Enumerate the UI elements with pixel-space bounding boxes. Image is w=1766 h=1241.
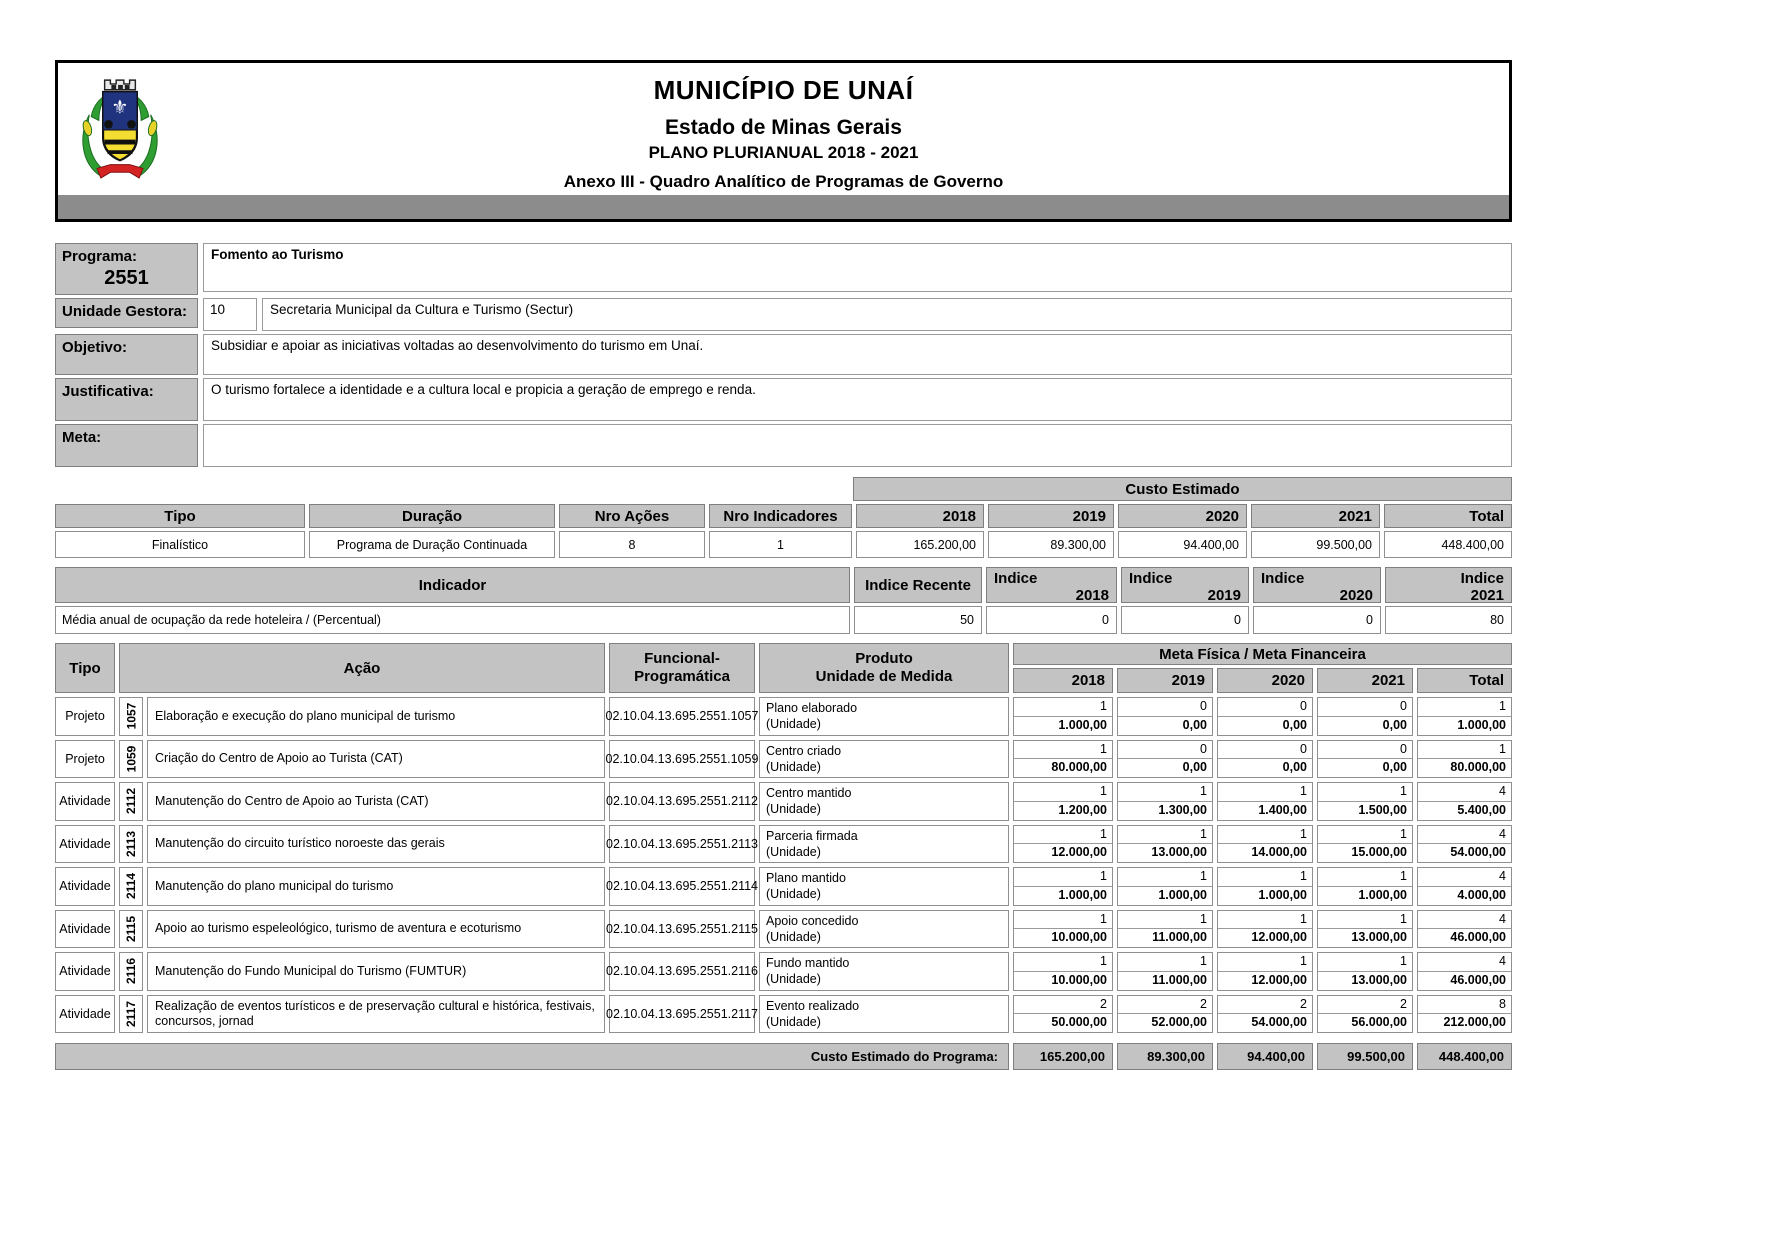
- meta-financeira-2018: 1.000,00: [1058, 717, 1107, 732]
- action-number-vertical: [119, 782, 143, 821]
- report-header: [55, 60, 1512, 222]
- action-row: [55, 910, 1512, 949]
- meta-financeira-2019: 1.000,00: [1158, 887, 1207, 902]
- indice-year: 2018: [1075, 587, 1109, 604]
- meta-fisica-2019: 1: [1118, 826, 1212, 845]
- meta-fisica-2018: 1: [1014, 698, 1112, 717]
- summary-table: [55, 477, 1512, 558]
- action-values-total: [1417, 782, 1512, 821]
- action-values-2021: [1317, 782, 1413, 821]
- col-header-acao: Ação: [119, 643, 605, 693]
- meta-financeira-2020: 12.000,00: [1251, 930, 1307, 945]
- meta-fisica-2018: 1: [1014, 783, 1112, 802]
- action-description: Criação do Centro de Apoio ao Turista (CAT): [147, 740, 605, 779]
- meta-financeira-total: 4.000,00: [1457, 887, 1506, 902]
- meta-fisica-2020: 1: [1218, 868, 1312, 887]
- action-produto-cell: [759, 740, 1009, 779]
- action-row: [55, 867, 1512, 906]
- meta-fisica-2019: 1: [1118, 911, 1212, 930]
- meta-fisica-2018: 1: [1014, 953, 1112, 972]
- meta-text-cell: [203, 424, 1512, 467]
- action-values-total: [1417, 825, 1512, 864]
- indicator-data-row: [55, 606, 1512, 634]
- actions-rows: [55, 697, 1512, 1033]
- indicator-table: [55, 567, 1512, 634]
- summary-value-total: 448.400,00: [1384, 531, 1512, 558]
- summary-value-2020: 94.400,00: [1118, 531, 1247, 558]
- page-title: MUNICÍPIO DE UNAÍ: [653, 75, 914, 105]
- action-values-2021: [1317, 952, 1413, 991]
- indicator-header-row: [55, 567, 1512, 603]
- meta-years-row: [1013, 668, 1512, 693]
- action-values-total: [1417, 910, 1512, 949]
- action-row: [55, 825, 1512, 864]
- indicator-2018: 0: [986, 606, 1117, 634]
- meta-fisica-2021: 1: [1318, 868, 1412, 887]
- action-values-2020: [1217, 740, 1313, 779]
- action-values-2019: [1117, 782, 1213, 821]
- action-funcional-code: 02.10.04.13.695.2551.1057: [609, 697, 755, 736]
- action-values-2019: [1117, 740, 1213, 779]
- summary-value-2018: 165.200,00: [856, 531, 984, 558]
- action-number: 2112: [124, 788, 139, 815]
- meta-fisica-2018: 2: [1014, 996, 1112, 1015]
- meta-financeira-2018: 10.000,00: [1051, 972, 1107, 987]
- action-number: 2115: [124, 915, 139, 942]
- meta-label-cell: Meta:: [55, 424, 198, 467]
- action-funcional-code: 02.10.04.13.695.2551.2115: [609, 910, 755, 949]
- meta-fisica-2019: 1: [1118, 783, 1212, 802]
- action-number: 1059: [124, 745, 139, 773]
- action-number-vertical: [119, 697, 143, 736]
- meta-fisica-total: 4: [1418, 868, 1511, 887]
- action-values-2019: [1117, 910, 1213, 949]
- indicator-name: Média anual de ocupação da rede hoteleira / (Percentual): [55, 606, 850, 634]
- action-values-2021: [1317, 867, 1413, 906]
- col-header-2019: 2019: [988, 504, 1114, 528]
- action-unidade: (Unidade): [766, 844, 821, 859]
- action-produto: Parceria firmada: [766, 828, 858, 843]
- action-unidade: (Unidade): [766, 802, 821, 817]
- action-values-2021: [1317, 740, 1413, 779]
- action-values-2018: [1013, 782, 1113, 821]
- action-tipo: Atividade: [55, 825, 115, 864]
- meta-financeira-total: 46.000,00: [1450, 930, 1506, 945]
- action-produto: Plano mantido: [766, 871, 846, 885]
- custo-estimado-header: Custo Estimado: [853, 477, 1512, 501]
- indicator-2019: 0: [1121, 606, 1249, 634]
- report-content: [55, 60, 1512, 1070]
- meta-fisica-2020: 1: [1218, 911, 1312, 930]
- indicator-2021: 80: [1385, 606, 1512, 634]
- objetivo-label-cell: Objetivo:: [55, 334, 198, 375]
- funcional-line1: Funcional-: [644, 650, 720, 667]
- coat-of-arms-icon: [72, 68, 168, 194]
- col-header-nro-indicadores: Nro Indicadores: [709, 504, 852, 528]
- meta-financeira-total: 54.000,00: [1450, 845, 1506, 860]
- meta-fisica-2018: 1: [1014, 911, 1112, 930]
- action-funcional-code: 02.10.04.13.695.2551.2116: [609, 952, 755, 991]
- action-produto: Evento realizado: [766, 998, 860, 1013]
- action-produto: Fundo mantido: [766, 956, 850, 970]
- action-values-2019: [1117, 952, 1213, 991]
- meta-fisica-2020: 1: [1218, 783, 1312, 802]
- meta-financeira-2019: 52.000,00: [1151, 1015, 1207, 1030]
- meta-fisica-2018: 1: [1014, 826, 1112, 845]
- meta-financeira-2019: 1.300,00: [1158, 802, 1207, 817]
- program-total-2018: 165.200,00: [1013, 1043, 1113, 1070]
- action-values-2018: [1013, 867, 1113, 906]
- action-produto-cell: [759, 825, 1009, 864]
- action-values-2021: [1317, 910, 1413, 949]
- action-number-vertical: [119, 825, 143, 864]
- meta-financeira-2020: 0,00: [1282, 760, 1307, 775]
- action-unidade: (Unidade): [766, 759, 821, 774]
- indicator-2020: 0: [1253, 606, 1381, 634]
- meta-financeira-2018: 12.000,00: [1051, 845, 1107, 860]
- action-produto: Apoio concedido: [766, 913, 859, 928]
- action-number: 2116: [124, 958, 139, 985]
- action-values-2018: [1013, 825, 1113, 864]
- action-values-2021: [1317, 697, 1413, 736]
- action-tipo: Atividade: [55, 867, 115, 906]
- col-header-indice-2019: [1121, 567, 1249, 603]
- action-number-vertical: [119, 995, 143, 1034]
- action-values-2018: [1013, 952, 1113, 991]
- action-produto: Centro criado: [766, 743, 842, 758]
- annex-title: Anexo III - Quadro Analítico de Programas de Governo: [563, 172, 1004, 191]
- meta-financeira-total: 212.000,00: [1443, 1015, 1506, 1030]
- actions-table: [55, 643, 1512, 1033]
- action-values-2018: [1013, 697, 1113, 736]
- col-header-produto-unidade: [759, 643, 1009, 693]
- action-values-total: [1417, 697, 1512, 736]
- meta-financeira-2021: 13.000,00: [1351, 972, 1407, 987]
- col-header-total: Total: [1417, 668, 1512, 693]
- program-number: 2551: [104, 267, 149, 289]
- action-unidade: (Unidade): [766, 887, 821, 902]
- meta-fisica-2021: 2: [1318, 996, 1412, 1015]
- action-values-2019: [1117, 995, 1213, 1034]
- meta-financeira-2021: 15.000,00: [1351, 845, 1407, 860]
- action-values-2019: [1117, 867, 1213, 906]
- meta-financeira-total: 80.000,00: [1450, 760, 1506, 775]
- action-number: 2113: [124, 830, 139, 857]
- col-header-indice-2018: [986, 567, 1117, 603]
- meta-financeira-2019: 0,00: [1182, 760, 1207, 775]
- plan-title: PLANO PLURIANUAL 2018 - 2021: [648, 143, 919, 162]
- meta-financeira-2021: 0,00: [1382, 760, 1407, 775]
- meta-financeira-2020: 12.000,00: [1251, 972, 1307, 987]
- summary-value-2021: 99.500,00: [1251, 531, 1380, 558]
- col-header-2021: 2021: [1251, 504, 1380, 528]
- action-number-vertical: [119, 740, 143, 779]
- program-label-cell: [55, 243, 198, 295]
- action-row: [55, 697, 1512, 736]
- meta-financeira-2019: 11.000,00: [1152, 972, 1207, 987]
- meta-financeira-2020: 54.000,00: [1251, 1015, 1307, 1030]
- meta-fisica-2021: 1: [1318, 911, 1412, 930]
- meta-fisica-total: 4: [1418, 783, 1511, 802]
- action-funcional-code: 02.10.04.13.695.2551.2112: [609, 782, 755, 821]
- objetivo-text-cell: Subsidiar e apoiar as iniciativas voltadas ao desenvolvimento do turismo em Unaí.: [203, 334, 1512, 375]
- justificativa-text-cell: O turismo fortalece a identidade e a cultura local e propicia a geração de emprego e renda.: [203, 378, 1512, 421]
- meta-header-block: [1013, 643, 1512, 693]
- action-values-2020: [1217, 782, 1313, 821]
- action-number: 1057: [124, 702, 139, 730]
- meta-financeira-2021: 56.000,00: [1351, 1015, 1407, 1030]
- meta-financeira-2018: 50.000,00: [1051, 1015, 1107, 1030]
- indicator-recente: 50: [854, 606, 982, 634]
- action-number: 2114: [124, 873, 139, 900]
- col-header-indice-recente: Indice Recente: [854, 567, 982, 603]
- meta-fisica-2020: 0: [1218, 741, 1312, 760]
- meta-financeira-2021: 1.500,00: [1358, 802, 1407, 817]
- action-values-total: [1417, 740, 1512, 779]
- col-header-2020: 2020: [1118, 504, 1247, 528]
- meta-fisica-2020: 1: [1218, 826, 1312, 845]
- meta-financeira-2021: 13.000,00: [1351, 930, 1407, 945]
- action-tipo: Atividade: [55, 910, 115, 949]
- meta-fisica-2019: 0: [1118, 698, 1212, 717]
- action-number-vertical: [119, 867, 143, 906]
- action-values-2018: [1013, 910, 1113, 949]
- action-tipo: Atividade: [55, 952, 115, 991]
- col-header-tipo: Tipo: [55, 504, 305, 528]
- col-header-funcional-programatica: [609, 643, 755, 693]
- action-produto-cell: [759, 910, 1009, 949]
- action-number-vertical: [119, 952, 143, 991]
- col-header-2020: 2020: [1217, 668, 1313, 693]
- funcional-line2: Programática: [634, 668, 730, 685]
- summary-data-row: [55, 531, 1512, 558]
- col-header-2021: 2021: [1317, 668, 1413, 693]
- justificativa-label-cell: Justificativa:: [55, 378, 198, 421]
- action-produto-cell: [759, 995, 1009, 1034]
- program-total-label: Custo Estimado do Programa:: [55, 1043, 1009, 1070]
- program-row: [55, 243, 1512, 295]
- action-tipo: Projeto: [55, 740, 115, 779]
- action-tipo: Atividade: [55, 782, 115, 821]
- action-number: 2117: [124, 1000, 139, 1027]
- meta-fisica-financeira-header: Meta Física / Meta Financeira: [1013, 643, 1512, 665]
- action-values-2019: [1117, 825, 1213, 864]
- action-tipo: Atividade: [55, 995, 115, 1034]
- indice-label: Indice: [994, 570, 1038, 587]
- program-total-2021: 99.500,00: [1317, 1043, 1413, 1070]
- meta-fisica-2021: 1: [1318, 826, 1412, 845]
- produto-line1: Produto: [855, 650, 913, 667]
- meta-fisica-2019: 0: [1118, 741, 1212, 760]
- unidade-gestora-code-cell: 10: [203, 298, 257, 331]
- meta-financeira-2020: 14.000,00: [1251, 845, 1307, 860]
- summary-value-2019: 89.300,00: [988, 531, 1114, 558]
- summary-duracao: Programa de Duração Continuada: [309, 531, 555, 558]
- action-produto-cell: [759, 697, 1009, 736]
- program-total-total: 448.400,00: [1417, 1043, 1512, 1070]
- action-tipo: Projeto: [55, 697, 115, 736]
- produto-line2: Unidade de Medida: [815, 668, 953, 685]
- col-header-tipo: Tipo: [55, 643, 115, 693]
- objetivo-row: [55, 334, 1512, 375]
- unidade-gestora-name-cell: Secretaria Municipal da Cultura e Turismo (Sectur): [262, 298, 1512, 331]
- meta-financeira-2019: 11.000,00: [1152, 930, 1207, 945]
- action-produto: Centro mantido: [766, 786, 852, 800]
- program-label: Programa:: [62, 248, 138, 265]
- action-row: [55, 952, 1512, 991]
- action-description: Apoio ao turismo espeleológico, turismo de aventura e ecoturismo: [147, 910, 605, 949]
- indice-year: 2021: [1470, 587, 1504, 604]
- action-values-2018: [1013, 995, 1113, 1034]
- meta-financeira-2018: 1.000,00: [1058, 887, 1107, 902]
- meta-fisica-2021: 0: [1318, 698, 1412, 717]
- meta-financeira-2020: 0,00: [1282, 717, 1307, 732]
- justificativa-row: [55, 378, 1512, 421]
- action-values-2020: [1217, 697, 1313, 736]
- action-values-2020: [1217, 910, 1313, 949]
- action-number-vertical: [119, 910, 143, 949]
- action-funcional-code: 02.10.04.13.695.2551.2113: [609, 825, 755, 864]
- action-row: [55, 995, 1512, 1034]
- action-values-2020: [1217, 825, 1313, 864]
- action-row: [55, 740, 1512, 779]
- col-header-total: Total: [1384, 504, 1512, 528]
- meta-fisica-total: 4: [1418, 911, 1511, 930]
- meta-financeira-2018: 80.000,00: [1051, 760, 1107, 775]
- action-unidade: (Unidade): [766, 717, 821, 732]
- program-total-2020: 94.400,00: [1217, 1043, 1313, 1070]
- meta-financeira-total: 1.000,00: [1457, 717, 1506, 732]
- meta-fisica-total: 1: [1418, 698, 1511, 717]
- action-produto-cell: [759, 952, 1009, 991]
- action-values-2020: [1217, 867, 1313, 906]
- meta-fisica-2019: 2: [1118, 996, 1212, 1015]
- meta-financeira-2018: 1.200,00: [1058, 802, 1107, 817]
- action-description: Manutenção do Centro de Apoio ao Turista (CAT): [147, 782, 605, 821]
- unidade-gestora-row: [55, 298, 1512, 331]
- summary-header-row: [55, 504, 1512, 528]
- unidade-gestora-label-cell: Unidade Gestora:: [55, 298, 198, 328]
- svg-text:⚜: ⚜: [111, 97, 129, 119]
- summary-tipo: Finalístico: [55, 531, 305, 558]
- action-values-total: [1417, 995, 1512, 1034]
- action-values-2020: [1217, 995, 1313, 1034]
- indice-year: 2020: [1339, 587, 1373, 604]
- col-header-2019: 2019: [1117, 668, 1213, 693]
- program-total-2019: 89.300,00: [1117, 1043, 1213, 1070]
- indice-label: Indice: [1261, 570, 1305, 587]
- action-values-total: [1417, 952, 1512, 991]
- meta-financeira-2021: 0,00: [1382, 717, 1407, 732]
- meta-financeira-2018: 10.000,00: [1051, 930, 1107, 945]
- meta-financeira-2020: 1.400,00: [1258, 802, 1307, 817]
- col-header-2018: 2018: [1013, 668, 1113, 693]
- action-unidade: (Unidade): [766, 929, 821, 944]
- meta-financeira-total: 5.400,00: [1457, 802, 1506, 817]
- meta-fisica-2021: 0: [1318, 741, 1412, 760]
- actions-header-row: [55, 643, 1512, 693]
- meta-fisica-2018: 1: [1014, 741, 1112, 760]
- action-values-2021: [1317, 995, 1413, 1034]
- action-values-total: [1417, 867, 1512, 906]
- col-header-duracao: Duração: [309, 504, 555, 528]
- action-row: [55, 782, 1512, 821]
- custo-spacer: [55, 477, 849, 501]
- meta-fisica-2018: 1: [1014, 868, 1112, 887]
- action-funcional-code: 02.10.04.13.695.2551.2117: [609, 995, 755, 1034]
- action-description: Manutenção do Fundo Municipal do Turismo (FUMTUR): [147, 952, 605, 991]
- action-values-2019: [1117, 697, 1213, 736]
- action-produto-cell: [759, 867, 1009, 906]
- program-total-row: [55, 1043, 1512, 1070]
- meta-fisica-total: 1: [1418, 741, 1511, 760]
- meta-financeira-2019: 0,00: [1182, 717, 1207, 732]
- meta-financeira-2019: 13.000,00: [1151, 845, 1207, 860]
- meta-fisica-2019: 1: [1118, 953, 1212, 972]
- action-values-2018: [1013, 740, 1113, 779]
- action-funcional-code: 02.10.04.13.695.2551.1059: [609, 740, 755, 779]
- state-subtitle: Estado de Minas Gerais: [665, 116, 902, 139]
- action-description: Manutenção do circuito turístico noroeste das gerais: [147, 825, 605, 864]
- summary-nro-acoes: 8: [559, 531, 705, 558]
- meta-fisica-2021: 1: [1318, 783, 1412, 802]
- meta-fisica-2021: 1: [1318, 953, 1412, 972]
- action-produto: Plano elaborado: [766, 701, 858, 715]
- action-funcional-code: 02.10.04.13.695.2551.2114: [609, 867, 755, 906]
- meta-fisica-2020: 1: [1218, 953, 1312, 972]
- indice-year: 2019: [1207, 587, 1241, 604]
- meta-financeira-total: 46.000,00: [1450, 972, 1506, 987]
- summary-nro-indicadores: 1: [709, 531, 852, 558]
- indice-label: Indice: [1460, 570, 1504, 587]
- action-values-2020: [1217, 952, 1313, 991]
- action-description: Elaboração e execução do plano municipal de turismo: [147, 697, 605, 736]
- meta-row: [55, 424, 1512, 467]
- meta-fisica-total: 8: [1418, 996, 1511, 1015]
- meta-financeira-2020: 1.000,00: [1258, 887, 1307, 902]
- col-header-indice-2021: [1385, 567, 1512, 603]
- meta-fisica-total: 4: [1418, 826, 1511, 845]
- custo-estimado-header-row: [55, 477, 1512, 501]
- action-unidade: (Unidade): [766, 972, 821, 987]
- action-description: Realização de eventos turísticos e de preservação cultural e histórica, festivais, concursos, jornad: [147, 995, 605, 1034]
- col-header-indicador: Indicador: [55, 567, 850, 603]
- col-header-nro-acoes: Nro Ações: [559, 504, 705, 528]
- meta-fisica-2020: 2: [1218, 996, 1312, 1015]
- meta-financeira-2021: 1.000,00: [1358, 887, 1407, 902]
- action-description: Manutenção do plano municipal do turismo: [147, 867, 605, 906]
- meta-fisica-total: 4: [1418, 953, 1511, 972]
- meta-fisica-2019: 1: [1118, 868, 1212, 887]
- meta-fisica-2020: 0: [1218, 698, 1312, 717]
- program-info-section: [55, 243, 1512, 467]
- action-unidade: (Unidade): [766, 1014, 821, 1029]
- program-name-cell: Fomento ao Turismo: [203, 243, 1512, 292]
- col-header-indice-2020: [1253, 567, 1381, 603]
- indice-label: Indice: [1129, 570, 1173, 587]
- col-header-2018: 2018: [856, 504, 984, 528]
- header-divider-bar: [58, 195, 1509, 219]
- action-values-2021: [1317, 825, 1413, 864]
- action-produto-cell: [759, 782, 1009, 821]
